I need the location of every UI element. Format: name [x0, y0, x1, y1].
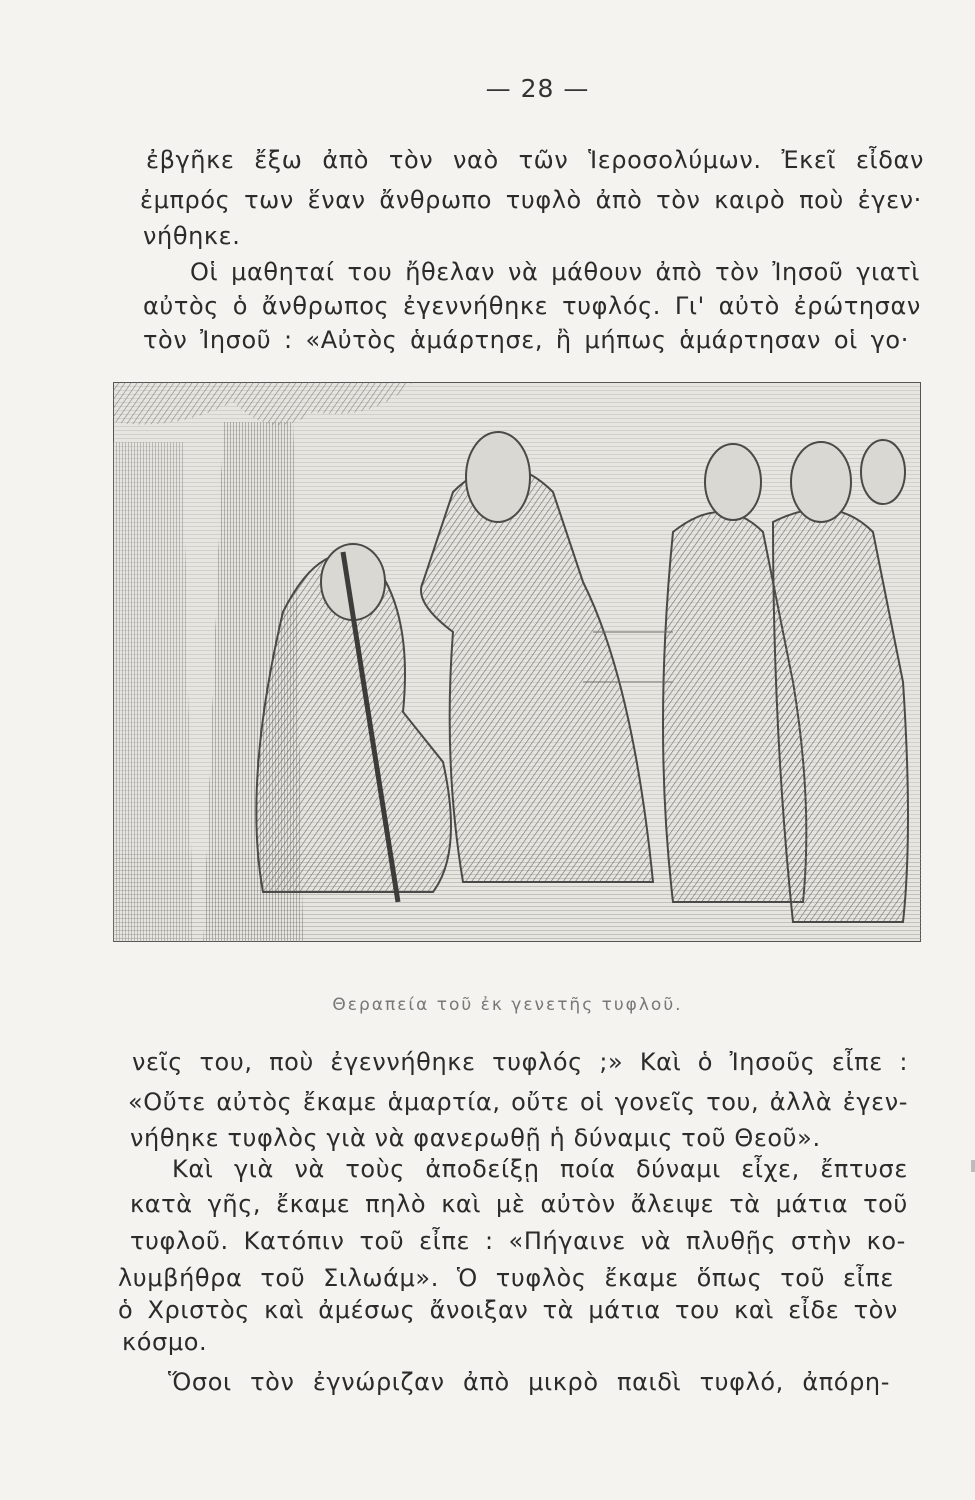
text-line: νεῖς του, ποὺ ἐγεννήθηκε τυφλός ;» Καὶ ὁ Ἰησοῦς εἶπε : [132, 1048, 908, 1076]
figure-caption: Θεραπεία τοῦ ἐκ γενετῆς τυφλοῦ. [332, 995, 683, 1015]
text-line: «Οὔτε αὐτὸς ἔκαμε ἁμαρτία, οὔτε οἱ γονεῖς του, ἀλλὰ ἐγεν- [128, 1088, 908, 1116]
text-line: νήθηκε. [143, 222, 241, 250]
engraving-illustration [113, 382, 921, 942]
text-line: Ὅσοι τὸν ἐγνώριζαν ἀπὸ μικρὸ παιδὶ τυφλό, ἀπόρη- [168, 1368, 890, 1396]
text-line: κατὰ γῆς, ἔκαμε πηλὸ καὶ μὲ αὐτὸν ἄλειψε τὰ μάτια τοῦ [130, 1190, 908, 1218]
text-line: τυφλοῦ. Κατόπιν τοῦ εἶπε : «Πήγαινε νὰ πλυθῇς στὴν κο- [130, 1227, 906, 1255]
text-line: ἐβγῆκε ἔξω ἀπὸ τὸν ναὸ τῶν Ἱεροσολύμων. Ἐκεῖ εἶδαν [146, 146, 924, 174]
text-line: κόσμο. [122, 1328, 208, 1356]
text-line: νήθηκε τυφλὸς γιὰ νὰ φανερωθῇ ἡ δύναμις τοῦ Θεοῦ». [130, 1124, 821, 1152]
text-line: λυμβήθρα τοῦ Σιλωάμ». Ὁ τυφλὸς ἔκαμε ὅπως τοῦ εἶπε [118, 1264, 894, 1292]
text-line: Οἱ μαθηταί του ἤθελαν νὰ μάθουν ἀπὸ τὸν Ἰησοῦ γιατὶ [190, 258, 920, 286]
text-line: ὁ Χριστὸς καὶ ἀμέσως ἄνοιξαν τὰ μάτια του καὶ εἶδε τὸν [118, 1296, 898, 1324]
text-line: ἐμπρός των ἕναν ἄνθρωπο τυφλὸ ἀπὸ τὸν καιρὸ ποὺ ἐγεν· [140, 186, 922, 214]
page-edge-mark [971, 1160, 975, 1172]
text-line: τὸν Ἰησοῦ : «Αὐτὸς ἁμάρτησε, ἢ μήπως ἁμάρτησαν οἱ γο· [143, 326, 909, 354]
text-line: Καὶ γιὰ νὰ τοὺς ἀποδείξῃ ποία δύναμι εἶχε, ἔπτυσε [172, 1155, 908, 1183]
page-number: — 28 — [485, 74, 590, 103]
text-line: αὐτὸς ὁ ἄνθρωπος ἐγεννήθηκε τυφλός. Γι' αὐτὸ ἐρώτησαν [143, 292, 921, 320]
